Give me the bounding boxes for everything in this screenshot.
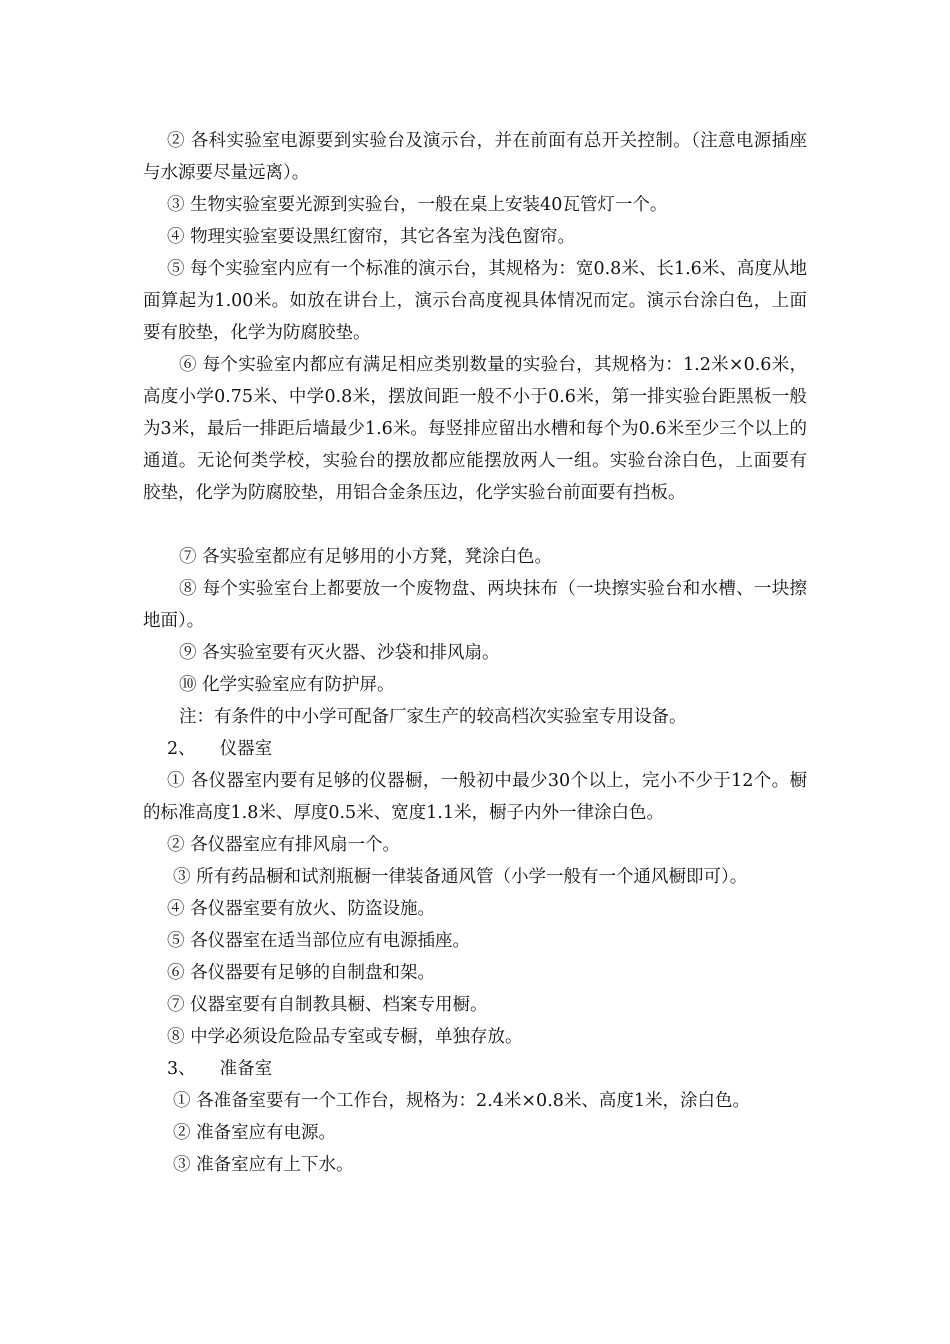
section-heading-instrument-room — [143, 733, 807, 765]
paragraph-archive-cabinets: ⑦ 仪器室要有自制教具橱、档案专用橱。 — [167, 995, 488, 1015]
paragraph-workbench: ① 各准备室要有一个工作台，规格为：2.4米×0.8米、高度1米，涂白色。 — [173, 1091, 751, 1111]
paragraph-prep-power: ② 准备室应有电源。 — [173, 1123, 337, 1143]
paragraph-physics-curtain: ④ 物理实验室要设黑红窗帘，其它各室为浅色窗帘。 — [167, 227, 576, 247]
paragraph-fire-extinguisher: ⑨ 各实验室要有灭火器、沙袋和排风扇。 — [179, 643, 500, 663]
paragraph-note: 注：有条件的中小学可配备厂家生产的较高档次实验室专用设备。 — [179, 707, 687, 727]
paragraph-biology-light: ③ 生物实验室要光源到实验台，一般在桌上安装40瓦管灯一个。 — [167, 195, 668, 215]
section-number: 3、 — [167, 1059, 196, 1079]
paragraph-prep-water: ③ 准备室应有上下水。 — [173, 1155, 354, 1175]
paragraph-power-supply: ② 各科实验室电源要到实验台及演示台，并在前面有总开关控制。（注意电源插座与水源要尽量远离）。 — [143, 131, 807, 183]
paragraph-fire-theft: ④ 各仪器室要有放火、防盗设施。 — [167, 899, 436, 919]
paragraph-power-socket: ⑤ 各仪器室在适当部位应有电源插座。 — [167, 931, 471, 951]
paragraph-demo-table: ⑤ 每个实验室内应有一个标准的演示台，其规格为：宽0.8米、长1.6米、高度从地面算起为1.00米。如放在讲台上，演示台高度视具体情况而定。演示台涂白色，上面要有胶垫，化学为防腐胶垫。 — [143, 259, 807, 343]
paragraph-instrument-cabinets: ① 各仪器室内要有足够的仪器橱，一般初中最少30个以上，完小不少于12个。橱的标准高度1.8米、厚度0.5米、宽度1.1米，橱子内外一律涂白色。 — [143, 771, 807, 823]
paragraph-chem-screen: ⑩ 化学实验室应有防护屏。 — [179, 675, 395, 695]
paragraph-lab-tables: ⑥ 每个实验室内都应有满足相应类别数量的实验台，其规格为：1.2米×0.6米，高度小学0.75米、中学0.8米，摆放间距一般不小于0.6米，第一排实验台距黑板一般为3米，最后一排距后墙最少1.6米。每竖排应留出水槽和每个为0.6米至少三个以上的通道。无论何类学校，实验台的摆放都应能摆放两人一组。实验台涂白色，上面要有胶垫，化学为防腐胶垫，用铝合金条压边，化学实验台前面要有挡板。 — [143, 355, 807, 503]
paragraph-waste-tray: ⑧ 每个实验室台上都要放一个废物盘、两块抹布（一块擦实验台和水槽、一块擦地面）。 — [143, 579, 807, 631]
paragraph-hazard-storage: ⑧ 中学必须设危险品专室或专橱，单独存放。 — [167, 1027, 523, 1047]
section-heading-prep-room — [143, 1053, 807, 1085]
section-title: 准备室 — [219, 1059, 273, 1079]
paragraph-ventilation: ③ 所有药品橱和试剂瓶橱一律装备通风管（小学一般有一个通风橱即可）。 — [173, 867, 748, 887]
paragraph-trays-racks: ⑥ 各仪器要有足够的自制盘和架。 — [167, 963, 436, 983]
paragraph-exhaust-fan: ② 各仪器室应有排风扇一个。 — [167, 835, 401, 855]
section-number: 2、 — [167, 739, 196, 759]
section-title: 仪器室 — [219, 739, 273, 759]
paragraph-stools: ⑦ 各实验室都应有足够用的小方凳，凳涂白色。 — [179, 547, 553, 567]
